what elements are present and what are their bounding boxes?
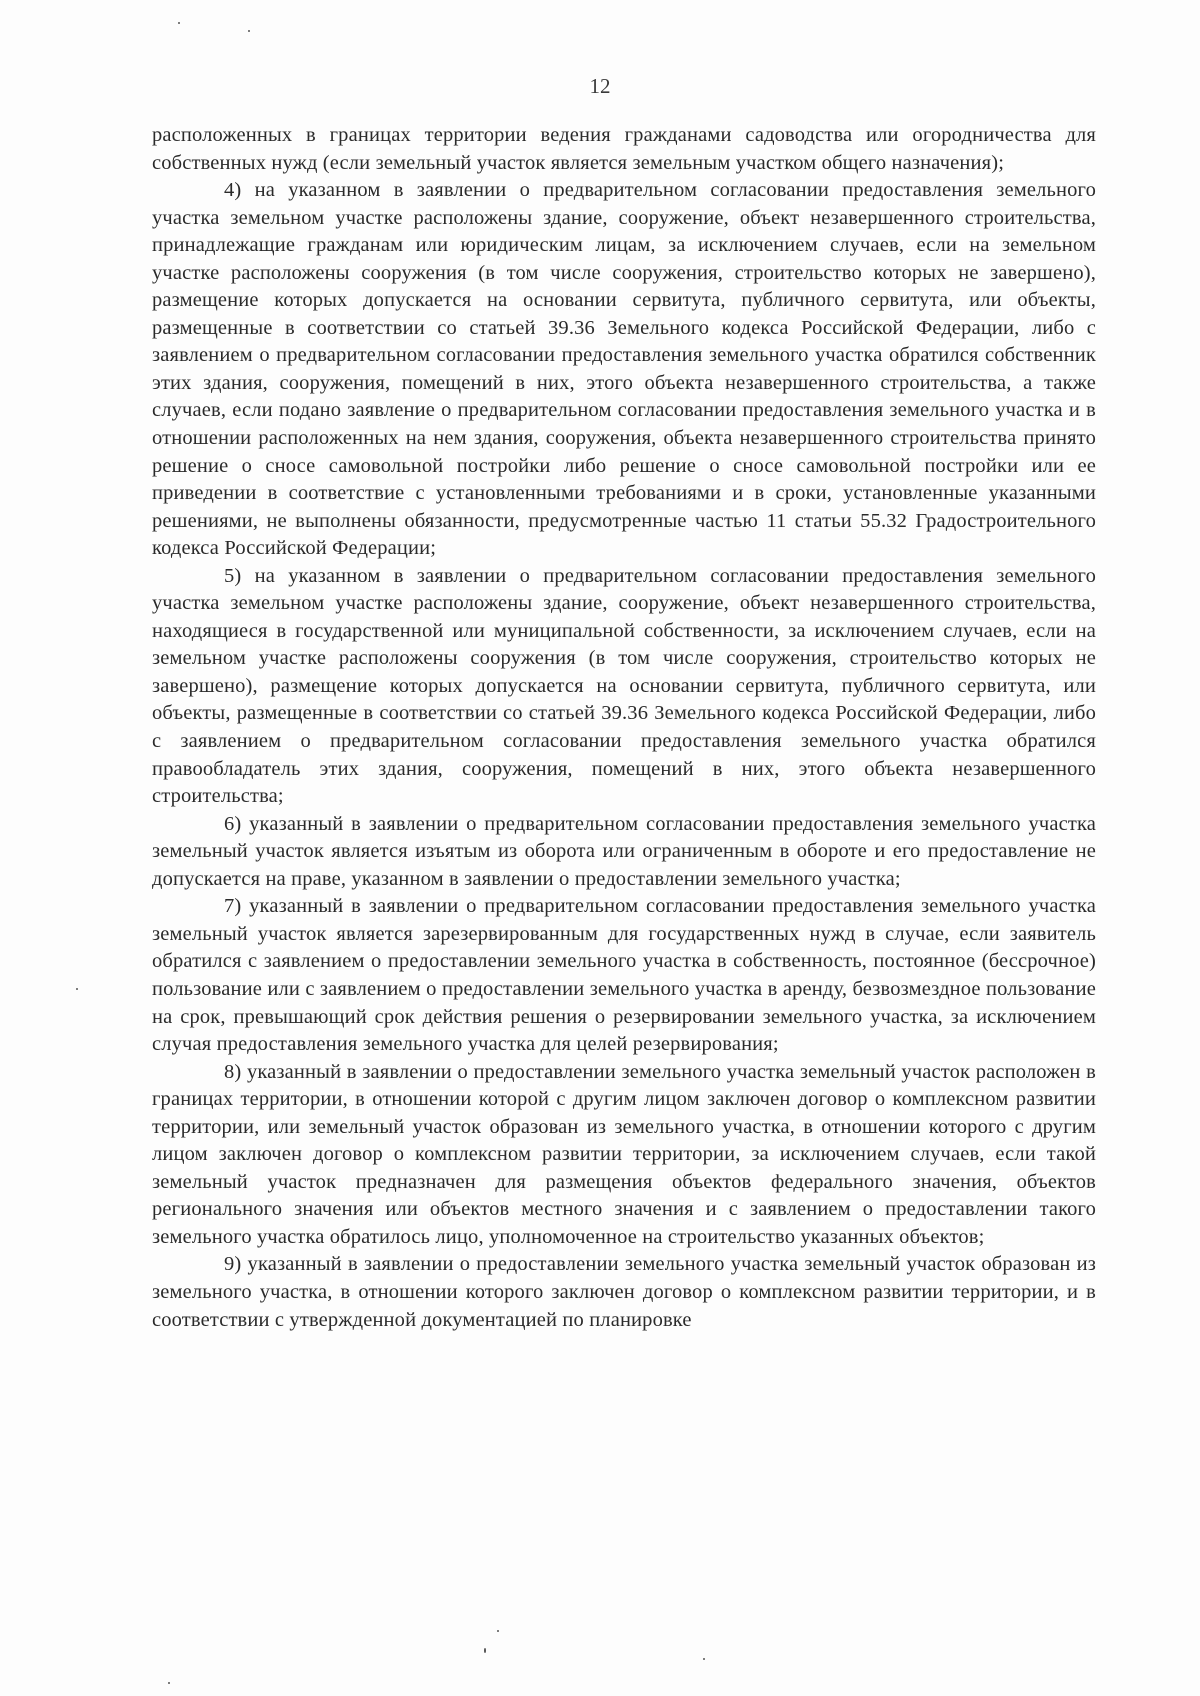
paragraph-item-6: 6) указанный в заявлении о предварительном согласовании предоставления земельного участка земельный участок является изъятым из оборота или ограниченным в обороте и его предоставление не допускается на праве, указанном в заявлении о предоставлении земельного участка;	[152, 812, 1096, 890]
scan-speck	[168, 1682, 170, 1684]
page-number: 12	[589, 74, 611, 98]
paragraph-item-5: 5) на указанном в заявлении о предварительном согласовании предоставления земельного участка земельном участке расположены здание, сооружение, объект незавершенного строительства, находящиеся в государственной или муниципальной собственности, за исключением случаев, если на земельном участке расположены сооружения (в том числе сооружения, строительство которых не завершено), размещение которых допускается на основании сервитута, публичного сервитута, или объекты, размещенные в соответствии со статьей 39.36 Земельного кодекса Российской Федерации, либо с заявлением о предварительном согласовании предоставления земельного участка обратился правообладатель этих здания, сооружения, помещений в них, этого объекта незавершенного строительства;	[152, 564, 1096, 808]
paragraph-item-8: 8) указанный в заявлении о предоставлении земельного участка земельный участок расположен в границах территории, в отношении которой с другим лицом заключен договор о комплексном развитии территории, или земельный участок образован из земельного участка, в отношении которого с другим лицом заключен договор о комплексном развитии территории, за исключением случаев, если такой земельный участок предназначен для размещения объектов федерального значения, объектов регионального значения или объектов местного значения и с заявлением о предоставлении такого земельного участка обратилось лицо, уполномоченное на строительство указанных объектов;	[152, 1060, 1096, 1248]
scan-speck	[76, 988, 78, 990]
scan-speck	[703, 1658, 705, 1660]
paragraph-continuation: расположенных в границах территории ведения гражданами садоводства или огородничества для собственных нужд (если земельный участок является земельным участком общего назначения);	[152, 124, 1096, 174]
document-body	[152, 122, 1096, 1334]
scan-speck	[178, 22, 180, 24]
paragraph-item-4: 4) на указанном в заявлении о предварительном согласовании предоставления земельного участка земельном участке расположены здание, сооружение, объект незавершенного строительства, принадлежащие гражданам или юридическим лицам, за исключением случаев, если на земельном участке расположены сооружения (в том числе сооружения, строительство которых не завершено), размещение которых допускается на основании сервитута, публичного сервитута, или объекты, размещенные в соответствии со статьей 39.36 Земельного кодекса Российской Федерации, либо с заявлением о предварительном согласовании предоставления земельного участка обратился собственник этих здания, сооружения, помещений в них, этого объекта незавершенного строительства, а также случаев, если подано заявление о предварительном согласовании предоставления земельного участка и в отношении расположенных на нем здания, сооружения, объекта незавершенного строительства принято решение о сносе самовольной постройки либо решение о сносе самовольной постройки или ее приведении в соответствие с установленными требованиями и в сроки, установленные указанными решениями, не выполнены обязанности, предусмотренные частью 11 статьи 55.32 Градостроительного кодекса Российской Федерации;	[152, 179, 1096, 560]
paragraph-item-7: 7) указанный в заявлении о предварительном согласовании предоставления земельного участка земельный участок является зарезервированным для государственных нужд в случае, если заявитель обратился с заявлением о предоставлении земельного участка в собственность, постоянное (бессрочное) пользование или с заявлением о предоставлении земельного участка в аренду, безвозмездное пользование на срок, превышающий срок действия решения о резервировании земельного участка, за исключением случая предоставления земельного участка для целей резервирования;	[152, 895, 1096, 1056]
scan-speck	[497, 1630, 499, 1632]
paragraph-item-9: 9) указанный в заявлении о предоставлении земельного участка земельный участок образован из земельного участка, в отношении которого заключен договор о комплексном развитии территории, и в соответствии с утвержденной документацией по планировке	[152, 1253, 1096, 1331]
scan-speck	[248, 30, 250, 32]
scan-speck	[484, 1648, 486, 1653]
